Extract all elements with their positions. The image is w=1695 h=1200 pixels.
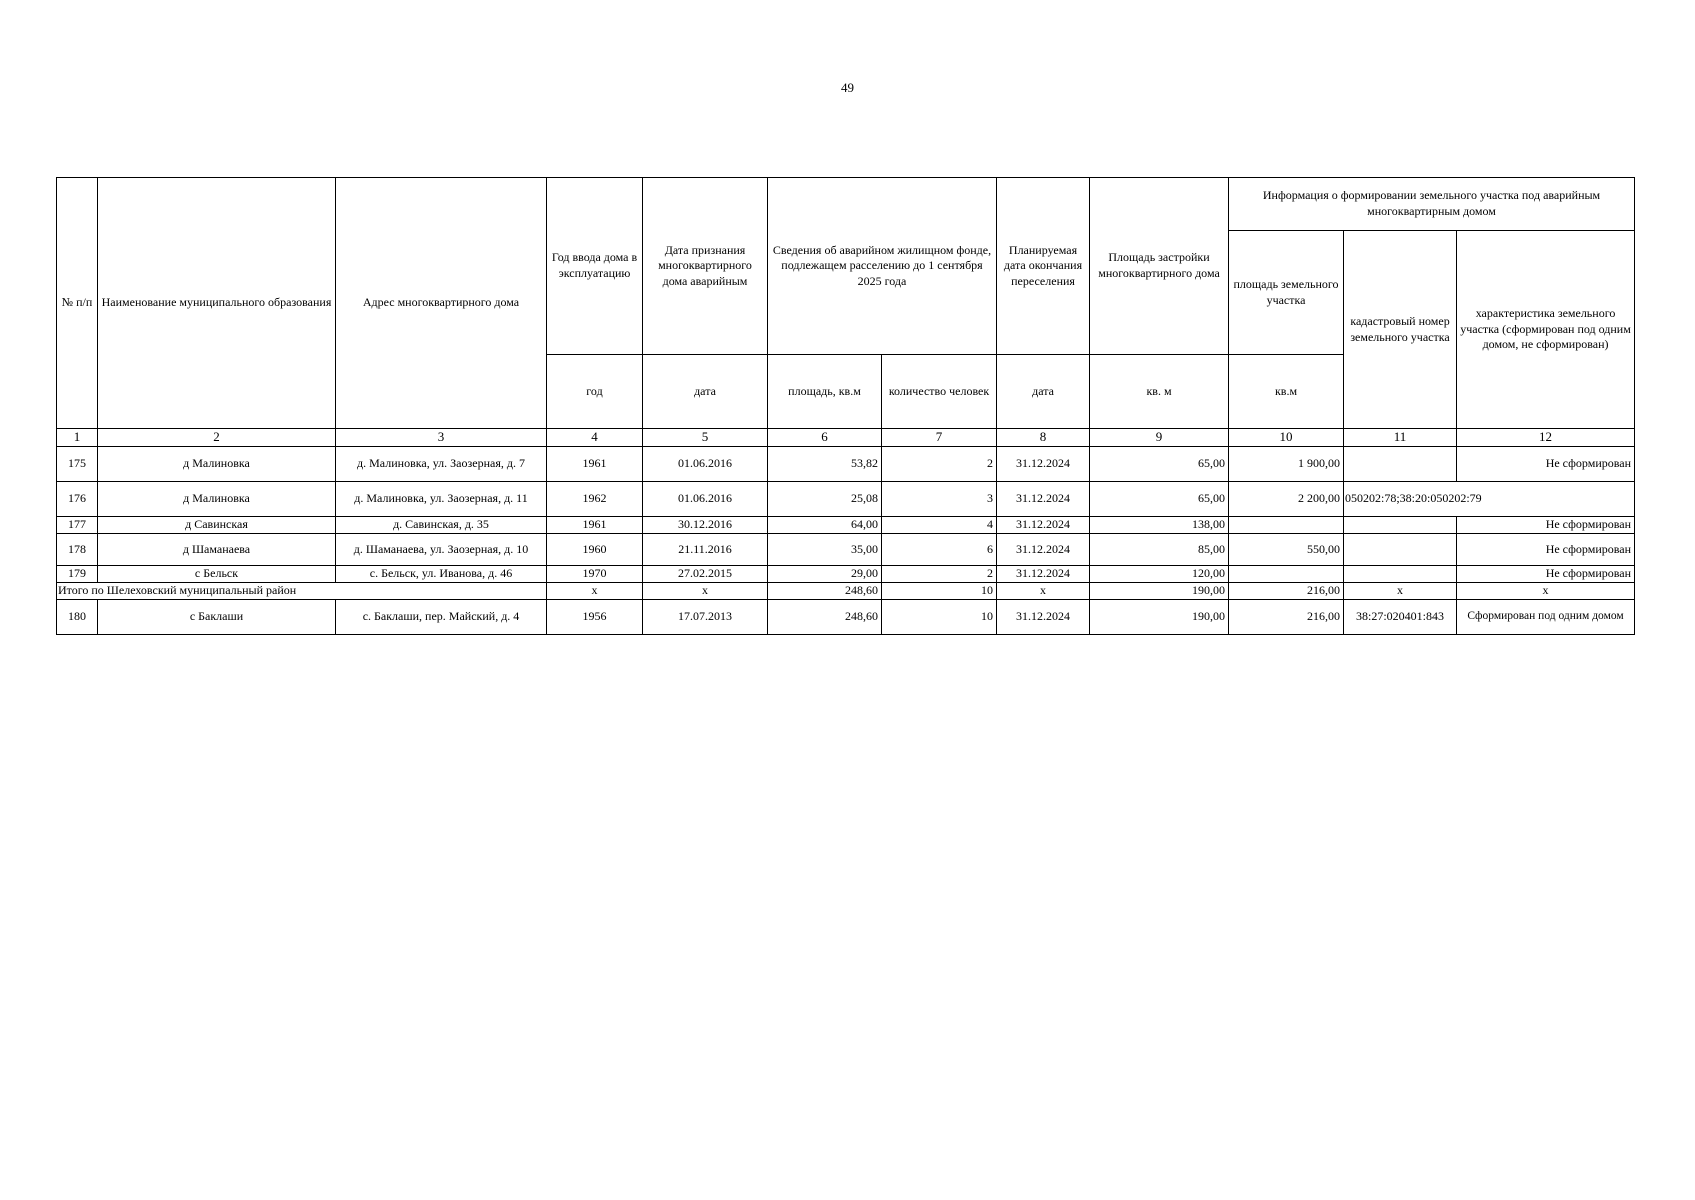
total-date: х (643, 582, 768, 599)
cell-area: 25,08 (768, 481, 882, 516)
cell-num: 176 (57, 481, 98, 516)
cell-date: 21.11.2016 (643, 533, 768, 565)
cell-people: 2 (882, 446, 997, 481)
cell-date: 01.06.2016 (643, 446, 768, 481)
cell-address: с. Баклаши, пер. Майский, д. 4 (336, 599, 547, 634)
emergency-housing-table (56, 177, 1635, 635)
header-num: № п/п (57, 178, 98, 429)
table-row (57, 516, 1635, 533)
cell-year: 1970 (547, 565, 643, 582)
cell-address: с. Бельск, ул. Иванова, д. 46 (336, 565, 547, 582)
cell-municipality: д Малиновка (98, 446, 336, 481)
cell-cadastral (1344, 446, 1457, 481)
cell-land-char: Не сформирован (1457, 446, 1635, 481)
cell-municipality: д Савинская (98, 516, 336, 533)
total-built-area: 190,00 (1090, 582, 1229, 599)
cell-area: 29,00 (768, 565, 882, 582)
column-number: 11 (1344, 429, 1457, 447)
column-number: 9 (1090, 429, 1229, 447)
column-number: 6 (768, 429, 882, 447)
column-number: 1 (57, 429, 98, 447)
header-unit-plan-date: дата (997, 355, 1090, 429)
column-number: 10 (1229, 429, 1344, 447)
total-year: х (547, 582, 643, 599)
column-number-row (57, 429, 1635, 447)
column-number: 4 (547, 429, 643, 447)
total-cadastral: х (1344, 582, 1457, 599)
table-row (57, 599, 1635, 634)
cell-cadastral: 050202:78;38:20:050202:79 (1344, 481, 1635, 516)
cell-land-area (1229, 516, 1344, 533)
header-land-info: Информация о формировании земельного участка под аварийным многоквартирным домом (1229, 178, 1635, 231)
header-cadastral: кадастровый номер земельного участка (1344, 231, 1457, 429)
cell-cadastral (1344, 565, 1457, 582)
cell-address: д. Шаманаева, ул. Заозерная, д. 10 (336, 533, 547, 565)
cell-land-area: 216,00 (1229, 599, 1344, 634)
cell-year: 1956 (547, 599, 643, 634)
cell-address: д. Малиновка, ул. Заозерная, д. 11 (336, 481, 547, 516)
cell-municipality: д Шаманаева (98, 533, 336, 565)
column-number: 3 (336, 429, 547, 447)
column-number: 2 (98, 429, 336, 447)
cell-plan-date: 31.12.2024 (997, 533, 1090, 565)
header-land-area: площадь земельного участка (1229, 231, 1344, 355)
cell-date: 17.07.2013 (643, 599, 768, 634)
header-unit-land-sqm: кв.м (1229, 355, 1344, 429)
cell-plan-date: 31.12.2024 (997, 446, 1090, 481)
cell-year: 1961 (547, 516, 643, 533)
cell-date: 01.06.2016 (643, 481, 768, 516)
header-unit-area: площадь, кв.м (768, 355, 882, 429)
table-row (57, 446, 1635, 481)
cell-address: д. Малиновка, ул. Заозерная, д. 7 (336, 446, 547, 481)
cell-municipality: д Малиновка (98, 481, 336, 516)
cell-area: 35,00 (768, 533, 882, 565)
column-number: 5 (643, 429, 768, 447)
column-number: 12 (1457, 429, 1635, 447)
cell-land-area: 1 900,00 (1229, 446, 1344, 481)
cell-plan-date: 31.12.2024 (997, 481, 1090, 516)
cell-cadastral (1344, 533, 1457, 565)
cell-land-char: Не сформирован (1457, 516, 1635, 533)
total-label: Итого по Шелеховский муниципальный район (57, 582, 547, 599)
cell-municipality: с Бельск (98, 565, 336, 582)
cell-address: д. Савинская, д. 35 (336, 516, 547, 533)
header-planned-date: Планируемая дата окончания переселения (997, 178, 1090, 355)
table-row (57, 481, 1635, 516)
cell-land-area: 550,00 (1229, 533, 1344, 565)
header-unit-sqm: кв. м (1090, 355, 1229, 429)
header-unit-year: год (547, 355, 643, 429)
cell-num: 177 (57, 516, 98, 533)
header-address: Адрес многоквартирного дома (336, 178, 547, 429)
table-row (57, 565, 1635, 582)
cell-built-area: 65,00 (1090, 446, 1229, 481)
cell-year: 1961 (547, 446, 643, 481)
cell-land-char: Не сформирован (1457, 565, 1635, 582)
cell-plan-date: 31.12.2024 (997, 599, 1090, 634)
cell-num: 175 (57, 446, 98, 481)
cell-municipality: с Баклаши (98, 599, 336, 634)
cell-people: 10 (882, 599, 997, 634)
cell-land-area (1229, 565, 1344, 582)
total-people: 10 (882, 582, 997, 599)
cell-area: 248,60 (768, 599, 882, 634)
header-land-char: характеристика земельного участка (сформирован под одним домом, не сформирован) (1457, 231, 1635, 429)
header-unit-people: количество человек (882, 355, 997, 429)
cell-built-area: 65,00 (1090, 481, 1229, 516)
cell-date: 30.12.2016 (643, 516, 768, 533)
table-row (57, 533, 1635, 565)
column-number: 7 (882, 429, 997, 447)
cell-built-area: 190,00 (1090, 599, 1229, 634)
total-plan-date: х (997, 582, 1090, 599)
cell-people: 2 (882, 565, 997, 582)
header-built-area: Площадь застройки многоквартирного дома (1090, 178, 1229, 355)
cell-cadastral (1344, 516, 1457, 533)
cell-date: 27.02.2015 (643, 565, 768, 582)
total-area: 248,60 (768, 582, 882, 599)
cell-people: 3 (882, 481, 997, 516)
cell-num: 180 (57, 599, 98, 634)
cell-num: 179 (57, 565, 98, 582)
cell-land-area: 2 200,00 (1229, 481, 1344, 516)
header-recognition-date: Дата признания многоквартирного дома аварийным (643, 178, 768, 355)
cell-area: 53,82 (768, 446, 882, 481)
cell-plan-date: 31.12.2024 (997, 516, 1090, 533)
header-emergency-fund: Сведения об аварийном жилищном фонде, подлежащем расселению до 1 сентября 2025 года (768, 178, 997, 355)
header-year-built: Год ввода дома в эксплуатацию (547, 178, 643, 355)
total-land-area: 216,00 (1229, 582, 1344, 599)
cell-num: 178 (57, 533, 98, 565)
table-body (57, 446, 1635, 634)
column-number: 8 (997, 429, 1090, 447)
cell-people: 6 (882, 533, 997, 565)
page-number: 49 (841, 80, 854, 95)
header-unit-date: дата (643, 355, 768, 429)
cell-people: 4 (882, 516, 997, 533)
table-header (57, 178, 1635, 447)
header-municipality: Наименование муниципального образования (98, 178, 336, 429)
cell-year: 1960 (547, 533, 643, 565)
total-row (57, 582, 1635, 599)
cell-cadastral: 38:27:020401:843 (1344, 599, 1457, 634)
cell-built-area: 85,00 (1090, 533, 1229, 565)
cell-land-char: Сформирован под одним домом (1457, 599, 1635, 634)
cell-built-area: 120,00 (1090, 565, 1229, 582)
cell-area: 64,00 (768, 516, 882, 533)
total-land-char: х (1457, 582, 1635, 599)
cell-plan-date: 31.12.2024 (997, 565, 1090, 582)
cell-built-area: 138,00 (1090, 516, 1229, 533)
cell-year: 1962 (547, 481, 643, 516)
cell-land-char: Не сформирован (1457, 533, 1635, 565)
